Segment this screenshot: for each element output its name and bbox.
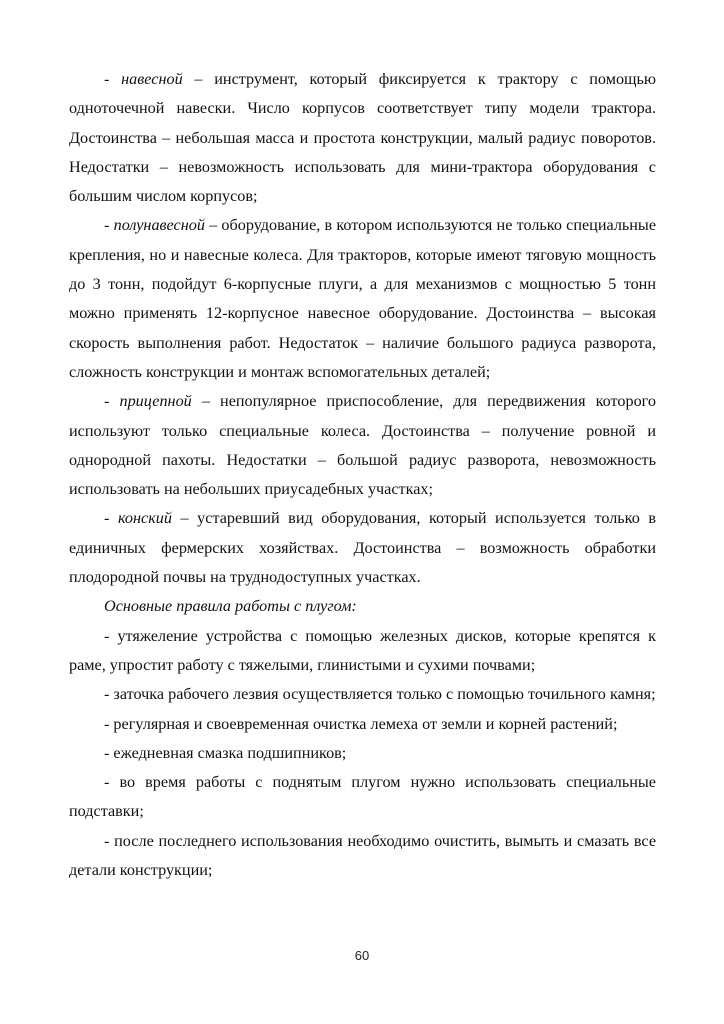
paragraph-plough-trailed — [69, 387, 656, 504]
rules-heading: Основные правила работы с плугом: — [104, 597, 357, 616]
list-dash: - — [104, 509, 118, 528]
page-number: 60 — [354, 948, 370, 963]
list-dash: - — [104, 392, 120, 411]
term-trailed: прицепной — [119, 392, 192, 411]
rule-item: - ежедневная смазка подшипников; — [104, 743, 347, 762]
term-horse: конский — [117, 509, 172, 528]
rule-item: - во время работы с поднятым плугом нужно использовать специальные подставки; — [69, 773, 656, 821]
rule-item: - заточка рабочего лезвия осуществляется только с помощью точильного камня; — [104, 685, 656, 704]
rule-item: - утяжеление устройства с помощью железных дисков, которые крепятся к раме, упростит работу с тяжелыми, глинистыми и сухими почвами; — [69, 626, 656, 674]
term-semi-mounted: полунавесной — [113, 216, 205, 235]
paragraph-text: – устаревший вид оборудования, который используется только в единичных фермерских хозяйствах. Достоинства – возможность обработки плодородной почвы на труднодоступных участках. — [69, 509, 656, 587]
paragraph-text: – оборудование, в котором используются не только специальные крепления, но и навесные колеса. Для тракторов, которые имеют тяговую мощность до 3 тонн, подойдут 6-корпусные плуги, а для механизмов с мощностью 5 тонн можно применять 12-корпусное навесное оборудование. Достоинства – высокая скорость выполнения работ. Недостаток – наличие большого радиуса разворота, сложность конструкции и монтаж вспомогательных деталей; — [69, 216, 656, 381]
paragraph-plough-horse — [69, 504, 656, 592]
page-body — [69, 65, 656, 885]
list-dash: - — [104, 70, 122, 88]
list-dash: - — [104, 216, 114, 235]
paragraph-text: – инструмент, который фиксируется к трактору с помощью одноточечной навески. Число корпусов соответствует типу модели трактора. Достоинства – небольшая масса и простота конструкции, малый радиус поворотов. Недостатки – невозможность использовать для мини-трактора оборудования с большим числом корпусов; — [69, 70, 656, 206]
paragraph-plough-semi-mounted — [69, 211, 656, 387]
rule-item: - после последнего использования необходимо очистить, вымыть и смазать все детали конструкции; — [69, 831, 656, 880]
paragraph-plough-mounted — [69, 65, 656, 211]
rule-item: - регулярная и своевременная очистка лемеха от земли и корней растений; — [104, 714, 618, 733]
paragraph-text: – непопулярное приспособление, для передвижения которого используют только специальные колеса. Достоинства – получение ровной и однородной пахоты. Недостатки – большой радиус разворота, невозможность использовать на небольших приусадебных участках; — [69, 392, 657, 499]
term-mounted: навесной — [121, 70, 183, 88]
